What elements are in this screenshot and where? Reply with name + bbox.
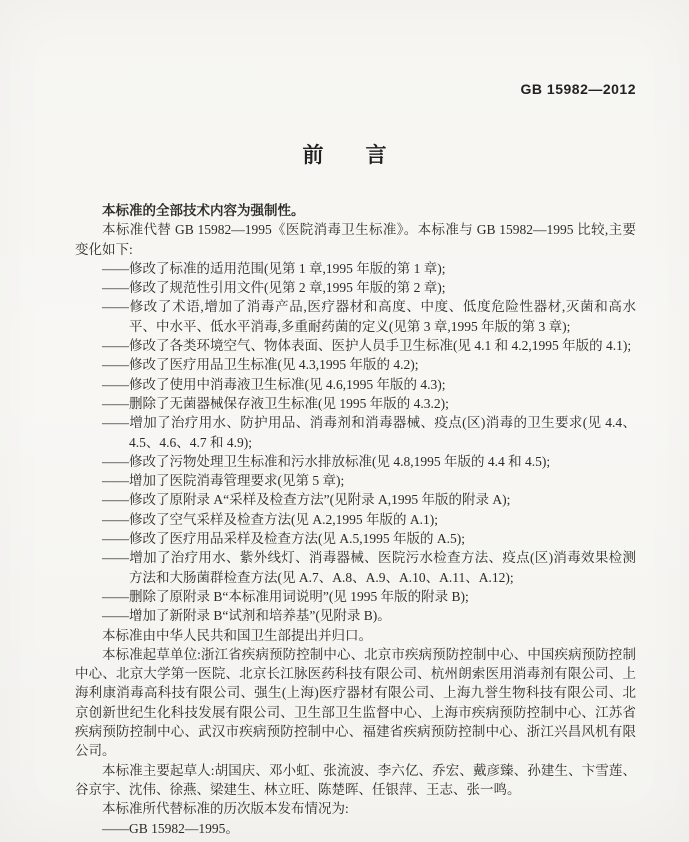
drafting-orgs: 本标准起草单位:浙江省疾病预防控制中心、北京市疾病预防控制中心、中国疾病预防控制中心、北京大学第一医院、北京长江脉医药科技有限公司、杭州朗索医用消毒剂有限公司、上海利康消毒高科技有限公司、强生(上海)医疗器材有限公司、上海九誉生物科技有限公司、北京创新世纪生化科技发展有限公司、卫生部卫生监督中心、上海市疾病预防控制中心、江苏省疾病预防控制中心、武汉市疾病预防控制中心、福建省疾病预防控制中心、浙江兴昌风机有限公司。 (75, 646, 636, 759)
change-item: ——增加了治疗用水、紫外线灯、消毒器械、医院污水检查方法、疫点(区)消毒效果检测方法和大肠菌群检查方法(见 A.7、A.8、A.9、A.10、A.11、A.12); (102, 550, 636, 585)
change-item: ——删除了原附录 B“本标准用词说明”(见 1995 年版的附录 B); (102, 588, 469, 604)
history-intro: 本标准所代替标准的历次版本发布情况为: (102, 801, 349, 817)
drafters: 本标准主要起草人:胡国庆、邓小虹、张流波、李六亿、乔宏、戴彦臻、孙建生、卞雪莲、谷京宇、沈伟、徐燕、梁建生、林立旺、陈楚晖、任银萍、王志、张一鸣。 (75, 762, 636, 797)
change-item: ——修改了医疗用品采样及检查方法(见 A.5,1995 年版的 A.5); (102, 531, 465, 547)
document-body (75, 201, 636, 838)
mandatory-note: 本标准的全部技术内容为强制性。 (102, 203, 305, 218)
issuer-note: 本标准由中华人民共和国卫生部提出并归口。 (102, 627, 372, 643)
history-item: ——GB 15982—1995。 (102, 820, 239, 836)
change-item: ——修改了规范性引用文件(见第 2 章,1995 年版的第 2 章); (102, 280, 446, 296)
change-item: ——增加了治疗用水、防护用品、消毒剂和消毒器械、疫点(区)消毒的卫生要求(见 4.4、4.5、4.6、4.7 和 4.9); (102, 415, 636, 450)
change-item: ——修改了术语,增加了消毒产品,医疗器材和高度、中度、低度危险性器材,灭菌和高水平、中水平、低水平消毒,多重耐药菌的定义(见第 3 章,1995 年版的第 3 章); (102, 299, 636, 334)
replacement-intro: 本标准代替 GB 15982—1995《医院消毒卫生标准》。本标准与 GB 15982—1995 比较,主要变化如下: (75, 222, 636, 257)
change-item: ——修改了原附录 A“采样及检查方法”(见附录 A,1995 年版的附录 A); (102, 492, 511, 508)
standard-code: GB 15982—2012 (520, 81, 636, 97)
change-item: ——删除了无菌器械保存液卫生标准(见 1995 年版的 4.3.2); (102, 395, 449, 411)
changes-list (75, 259, 636, 626)
change-item: ——修改了使用中消毒液卫生标准(见 4.6,1995 年版的 4.3); (102, 376, 446, 392)
change-item: ——修改了各类环境空气、物体表面、医护人员手卫生标准(见 4.1 和 4.2,1995 年版的 4.1); (102, 338, 632, 354)
change-item: ——修改了医疗用品卫生标准(见 4.3,1995 年版的 4.2); (102, 357, 419, 373)
change-item: ——增加了医院消毒管理要求(见第 5 章); (102, 473, 345, 489)
change-item: ——修改了标准的适用范围(见第 1 章,1995 年版的第 1 章); (102, 260, 446, 276)
change-item: ——增加了新附录 B“试剂和培养基”(见附录 B)。 (102, 608, 391, 624)
change-item: ——修改了空气采样及检查方法(见 A.2,1995 年版的 A.1); (102, 511, 438, 527)
change-item: ——修改了污物处理卫生标准和污水排放标准(见 4.8,1995 年版的 4.4 和 4.5); (102, 453, 551, 469)
page-title: 前 言 (302, 144, 387, 167)
